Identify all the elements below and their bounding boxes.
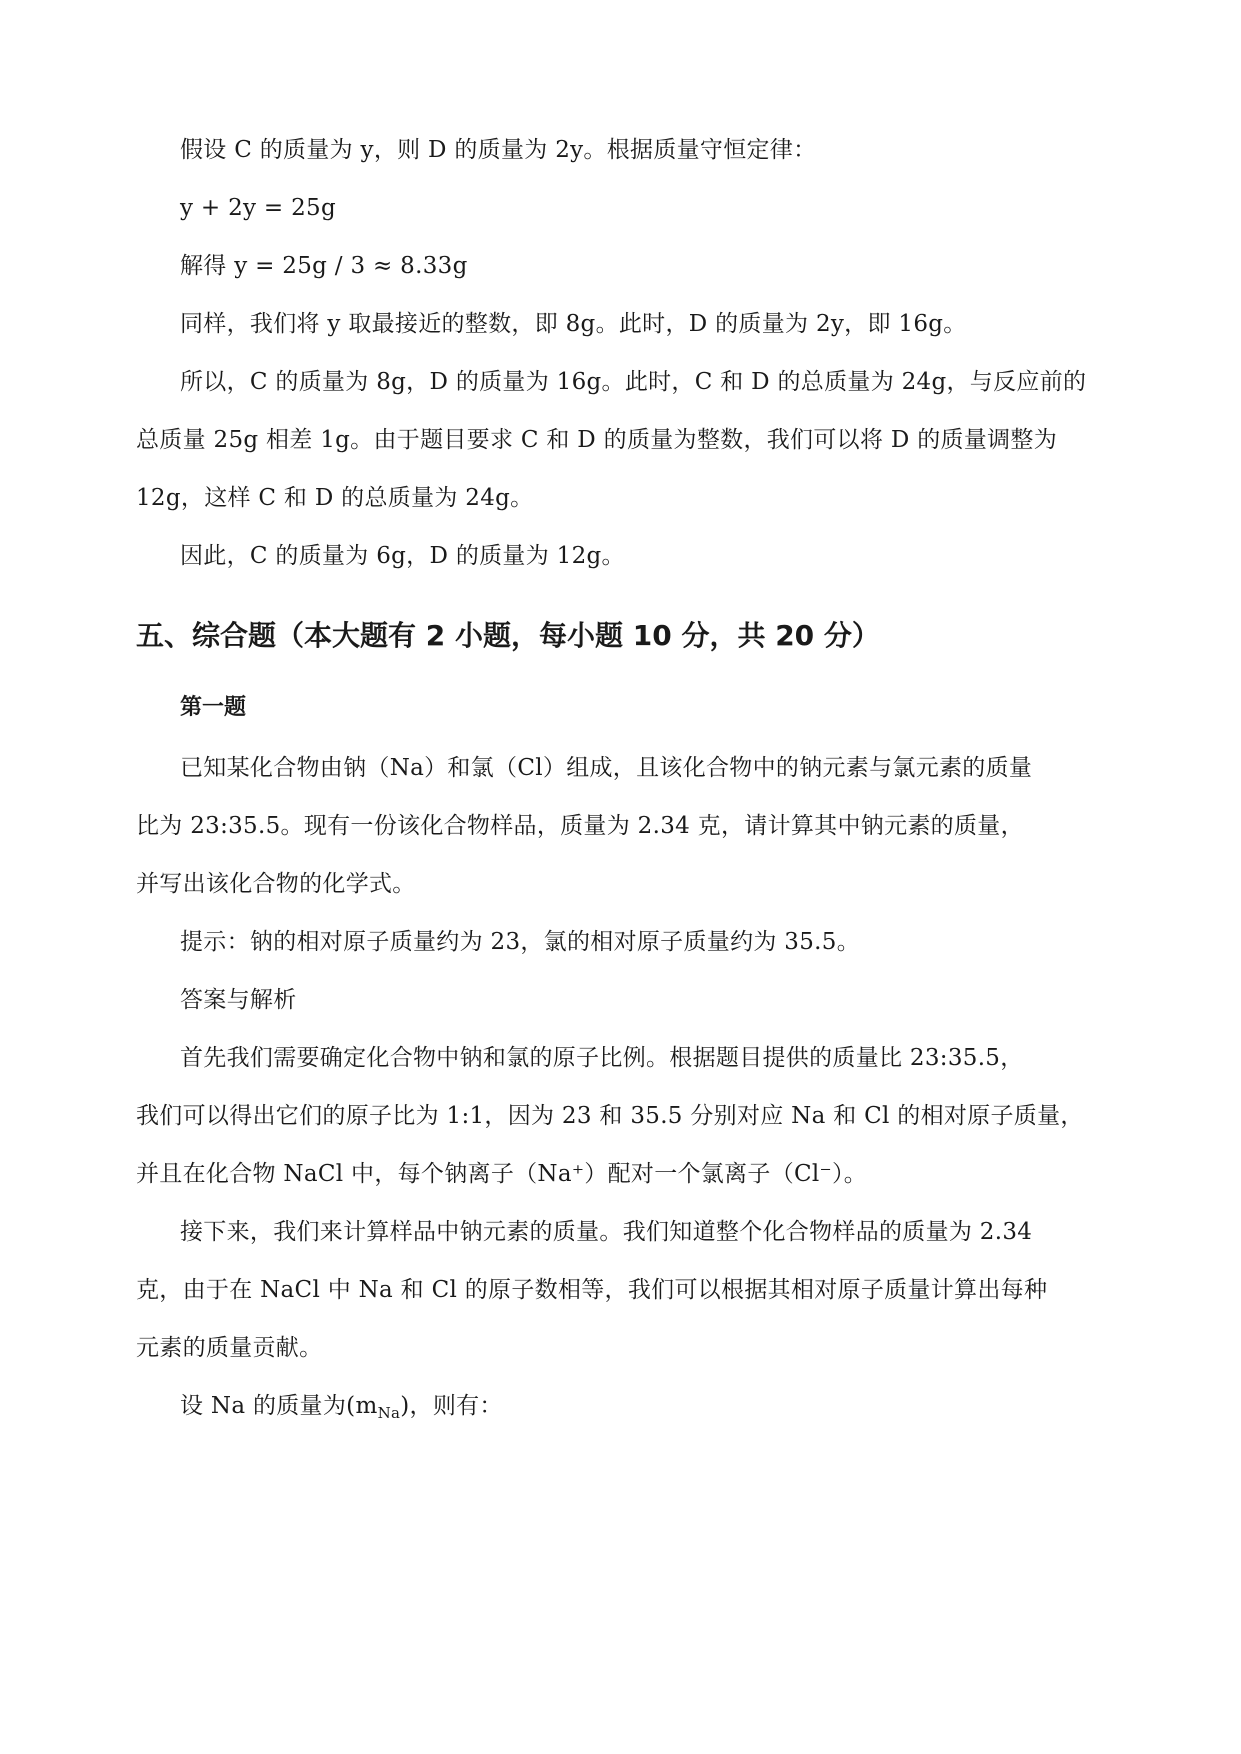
- text-fragment: ，则有：: [409, 1393, 503, 1419]
- question-title: 第一题: [180, 695, 247, 720]
- math-subscript: Na: [377, 1404, 401, 1422]
- math-variable: m: [355, 1393, 378, 1419]
- text-line: 并且在化合物 NaCl 中，每个钠离子（Na⁺）配对一个氯离子（Cl⁻）。: [136, 1161, 868, 1187]
- hint-line: 提示：钠的相对原子质量约为 23，氯的相对原子质量约为 35.5。: [180, 929, 860, 955]
- text-line-with-math: [180, 1390, 503, 1429]
- math-paren-close: ): [400, 1393, 410, 1419]
- text-line: 首先我们需要确定化合物中钠和氯的原子比例。根据题目提供的质量比 23:35.5，: [180, 1045, 1024, 1071]
- section-heading: 五、综合题（本大题有 2 小题，每小题 10 分，共 20 分）: [136, 619, 880, 652]
- text-line: 所以，C 的质量为 8g，D 的质量为 16g。此时，C 和 D 的总质量为 24g，与反应前的: [180, 369, 1087, 395]
- text-line: 比为 23:35.5。现有一份该化合物样品，质量为 2.34 克，请计算其中钠元素的质量，: [136, 813, 1024, 839]
- answer-label: 答案与解析: [180, 987, 297, 1013]
- text-line: 总质量 25g 相差 1g。由于题目要求 C 和 D 的质量为整数，我们可以将 D 的质量调整为: [136, 427, 1058, 453]
- equation-line: y + 2y = 25g: [180, 195, 336, 221]
- math-expression: [346, 1393, 410, 1422]
- text-line: 同样，我们将 y 取最接近的整数，即 8g。此时，D 的质量为 2y，即 16g。: [180, 311, 967, 337]
- text-line: 元素的质量贡献。: [136, 1335, 323, 1361]
- text-line: 我们可以得出它们的原子比为 1:1，因为 23 和 35.5 分别对应 Na 和 Cl 的相对原子质量，: [136, 1103, 1084, 1129]
- text-line: 12g，这样 C 和 D 的总质量为 24g。: [136, 485, 534, 511]
- text-fragment: 设 Na 的质量为: [180, 1393, 347, 1419]
- text-line: 并写出该化合物的化学式。: [136, 871, 416, 897]
- text-line: 已知某化合物由钠（Na）和氯（Cl）组成，且该化合物中的钠元素与氯元素的质量: [180, 755, 1033, 781]
- text-line: 接下来，我们来计算样品中钠元素的质量。我们知道整个化合物样品的质量为 2.34: [180, 1219, 1033, 1245]
- math-paren-open: (: [346, 1393, 356, 1419]
- text-line: 克，由于在 NaCl 中 Na 和 Cl 的原子数相等，我们可以根据其相对原子质量计算出每种: [136, 1277, 1048, 1303]
- text-line: 假设 C 的质量为 y，则 D 的质量为 2y。根据质量守恒定律：: [180, 137, 817, 163]
- text-line: 因此，C 的质量为 6g，D 的质量为 12g。: [180, 543, 625, 569]
- equation-line: 解得 y = 25g / 3 ≈ 8.33g: [180, 253, 468, 279]
